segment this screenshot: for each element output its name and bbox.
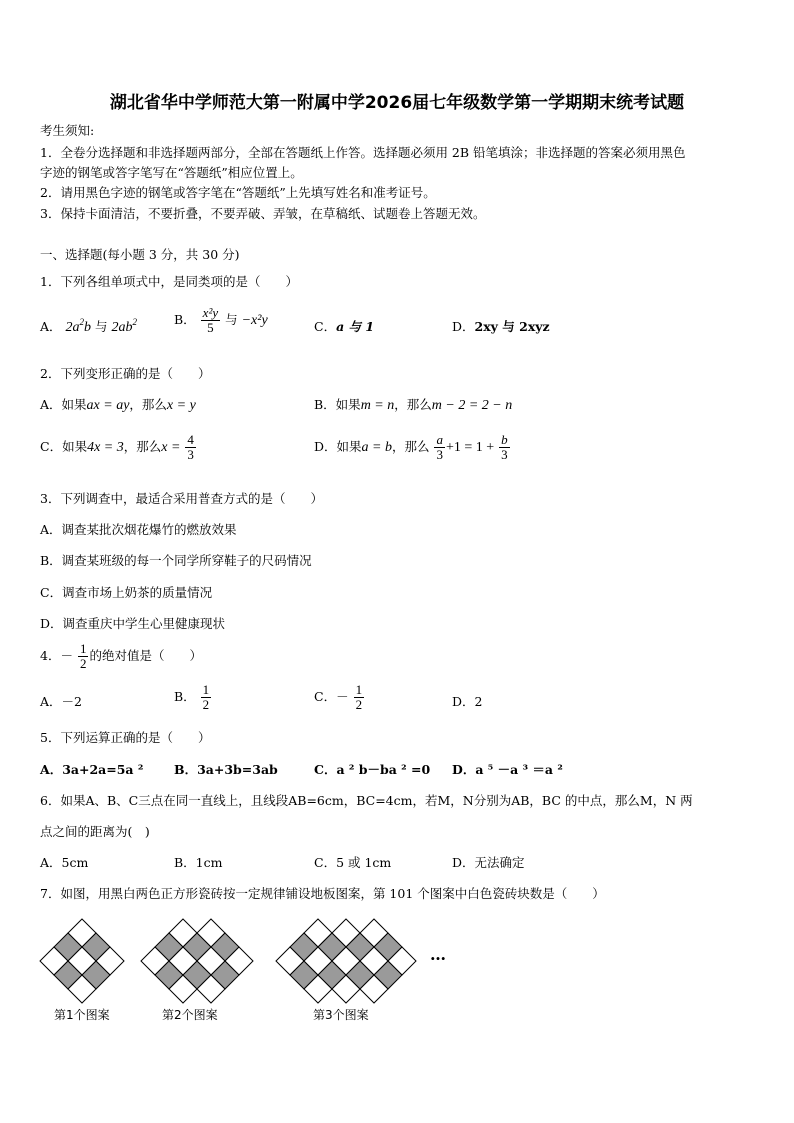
q2-d-fraction-1: $\frac{a}{3}$ <box>436 432 443 462</box>
q5-option-d: D．a ⁵ －a ³ ＝a ² <box>452 762 563 777</box>
caption-pattern-1: 第1个图案 <box>54 1008 110 1022</box>
q1-option-a <box>40 317 137 336</box>
q1-a-mid: 与 <box>95 319 108 334</box>
ellipsis: … <box>430 945 446 964</box>
notice-heading: 考生须知: <box>40 123 95 138</box>
q4-option-a: A．－2 <box>40 694 82 709</box>
q6-option-c: C．5 或 1cm <box>314 855 392 870</box>
q3-option-a: A．调查某批次烟花爆竹的燃放效果 <box>40 522 237 537</box>
page-title: 湖北省华中学师范大第一附属中学2026届七年级数学第一学期期末统考试题 <box>109 93 685 113</box>
q5-option-b: B．3a+3b=3ab <box>174 762 278 777</box>
q1-a-math-2: $2ab^2$ <box>111 317 137 335</box>
caption-pattern-3: 第3个图案 <box>313 1008 369 1022</box>
q4-fraction: $\frac{1}{2}$ <box>79 641 87 671</box>
q1-b-label: B． <box>174 312 196 327</box>
q4-option-d: D．2 <box>452 694 483 709</box>
question-3-stem: 3．下列调查中，最适合采用普查方式的是（ ） <box>40 491 323 506</box>
q1-b-fraction: $\frac{\text{x²y}}{5}$ <box>202 305 219 335</box>
q6-option-d: D．无法确定 <box>452 855 525 870</box>
q1-b-rhs: −x²y <box>241 313 268 328</box>
q6-option-a: A．5cm <box>40 855 89 870</box>
caption-pattern-2: 第2个图案 <box>162 1008 218 1022</box>
notice-item-2: 2．请用黑色字迹的钢笔或答字笔在“答题纸”上先填写姓名和准考证号。 <box>40 185 436 200</box>
question-1-stem: 1．下列各组单项式中，是同类项的是（ ） <box>40 274 298 289</box>
q2-option-c: C．如果4x = 3，那么x = $\frac{4}{3}$ <box>40 432 194 462</box>
tile-pattern-3 <box>276 919 416 1003</box>
notice-item-3: 3．保持卡面清洁，不要折叠，不要弄破、弄皱，在草稿纸、试题卷上答题无效。 <box>40 206 486 221</box>
q3-option-c: C．调查市场上奶茶的质量情况 <box>40 585 213 600</box>
tile-pattern-figure <box>0 905 794 1035</box>
question-7-stem: 7．如图，用黑白两色正方形瓷砖按一定规律铺设地板图案，第 101 个图案中白色瓷砖块数是（ ） <box>40 886 605 901</box>
q2-c-fraction: $\frac{4}{3}$ <box>187 432 194 462</box>
q2-option-a: A．如果ax = ay，那么x = y <box>40 397 196 413</box>
section-heading: 一、选择题(每小题 3 分，共 30 分) <box>40 247 240 262</box>
question-6-line-1: 6．如果A、B、C三点在同一直线上，且线段AB=6cm，BC=4cm，若M，N分别为AB，BC 的中点，那么M，N 两 <box>40 793 693 808</box>
q6-option-b: B．1cm <box>174 855 223 870</box>
q5-option-a: A．3a+2a=5a ² <box>40 762 144 777</box>
question-5-stem: 5．下列运算正确的是（ ） <box>40 730 211 745</box>
q2-option-d: D．如果a = b，那么 $\frac{a}{3}$ +1 = 1 + $\frac{b}{3}$ <box>314 432 508 462</box>
q3-option-d: D．调查重庆中学生心里健康现状 <box>40 616 226 631</box>
q1-option-b <box>174 306 268 335</box>
q1-option-c: C．a 与 1 <box>314 319 375 334</box>
q2-d-fraction-2: $\frac{b}{3}$ <box>501 432 508 462</box>
q1-option-d: D．2xy 与 2xyz <box>452 319 550 334</box>
q4-c-fraction: $\frac{1}{2}$ <box>355 682 363 712</box>
notice-item-1-line-1: 1．全卷分选择题和非选择题两部分，全部在答题纸上作答。选择题必须用 2B 铅笔填涂；非选择题的答案必须用黑色 <box>40 145 686 160</box>
tile-pattern-2 <box>141 919 253 1003</box>
q4-option-c: C．－ $\frac{1}{2}$ <box>314 682 363 712</box>
q4-b-fraction: $\frac{1}{2}$ <box>202 682 210 712</box>
question-6-line-2: 点之间的距离为( ) <box>40 824 150 839</box>
q1-a-label: A． <box>40 319 62 334</box>
question-2-stem: 2．下列变形正确的是（ ） <box>40 366 211 381</box>
q3-option-b: B．调查某班级的每一个同学所穿鞋子的尺码情况 <box>40 553 312 568</box>
q1-a-math: $2a^2b$ <box>65 317 92 335</box>
q2-option-b: B．如果m = n，那么m − 2 = 2 − n <box>314 397 513 413</box>
q5-option-c: C．a ² b－ba ² =0 <box>314 762 431 777</box>
q1-b-mid: 与 <box>225 312 238 327</box>
tile-pattern-1 <box>40 919 124 1003</box>
question-4-stem: 4．－ $\frac{1}{2}$ 的绝对值是（ ） <box>40 641 202 671</box>
notice-item-1-line-2: 字迹的钢笔或答字笔写在“答题纸”相应位置上。 <box>40 165 303 180</box>
q4-option-b: B． $\frac{1}{2}$ <box>174 682 210 712</box>
